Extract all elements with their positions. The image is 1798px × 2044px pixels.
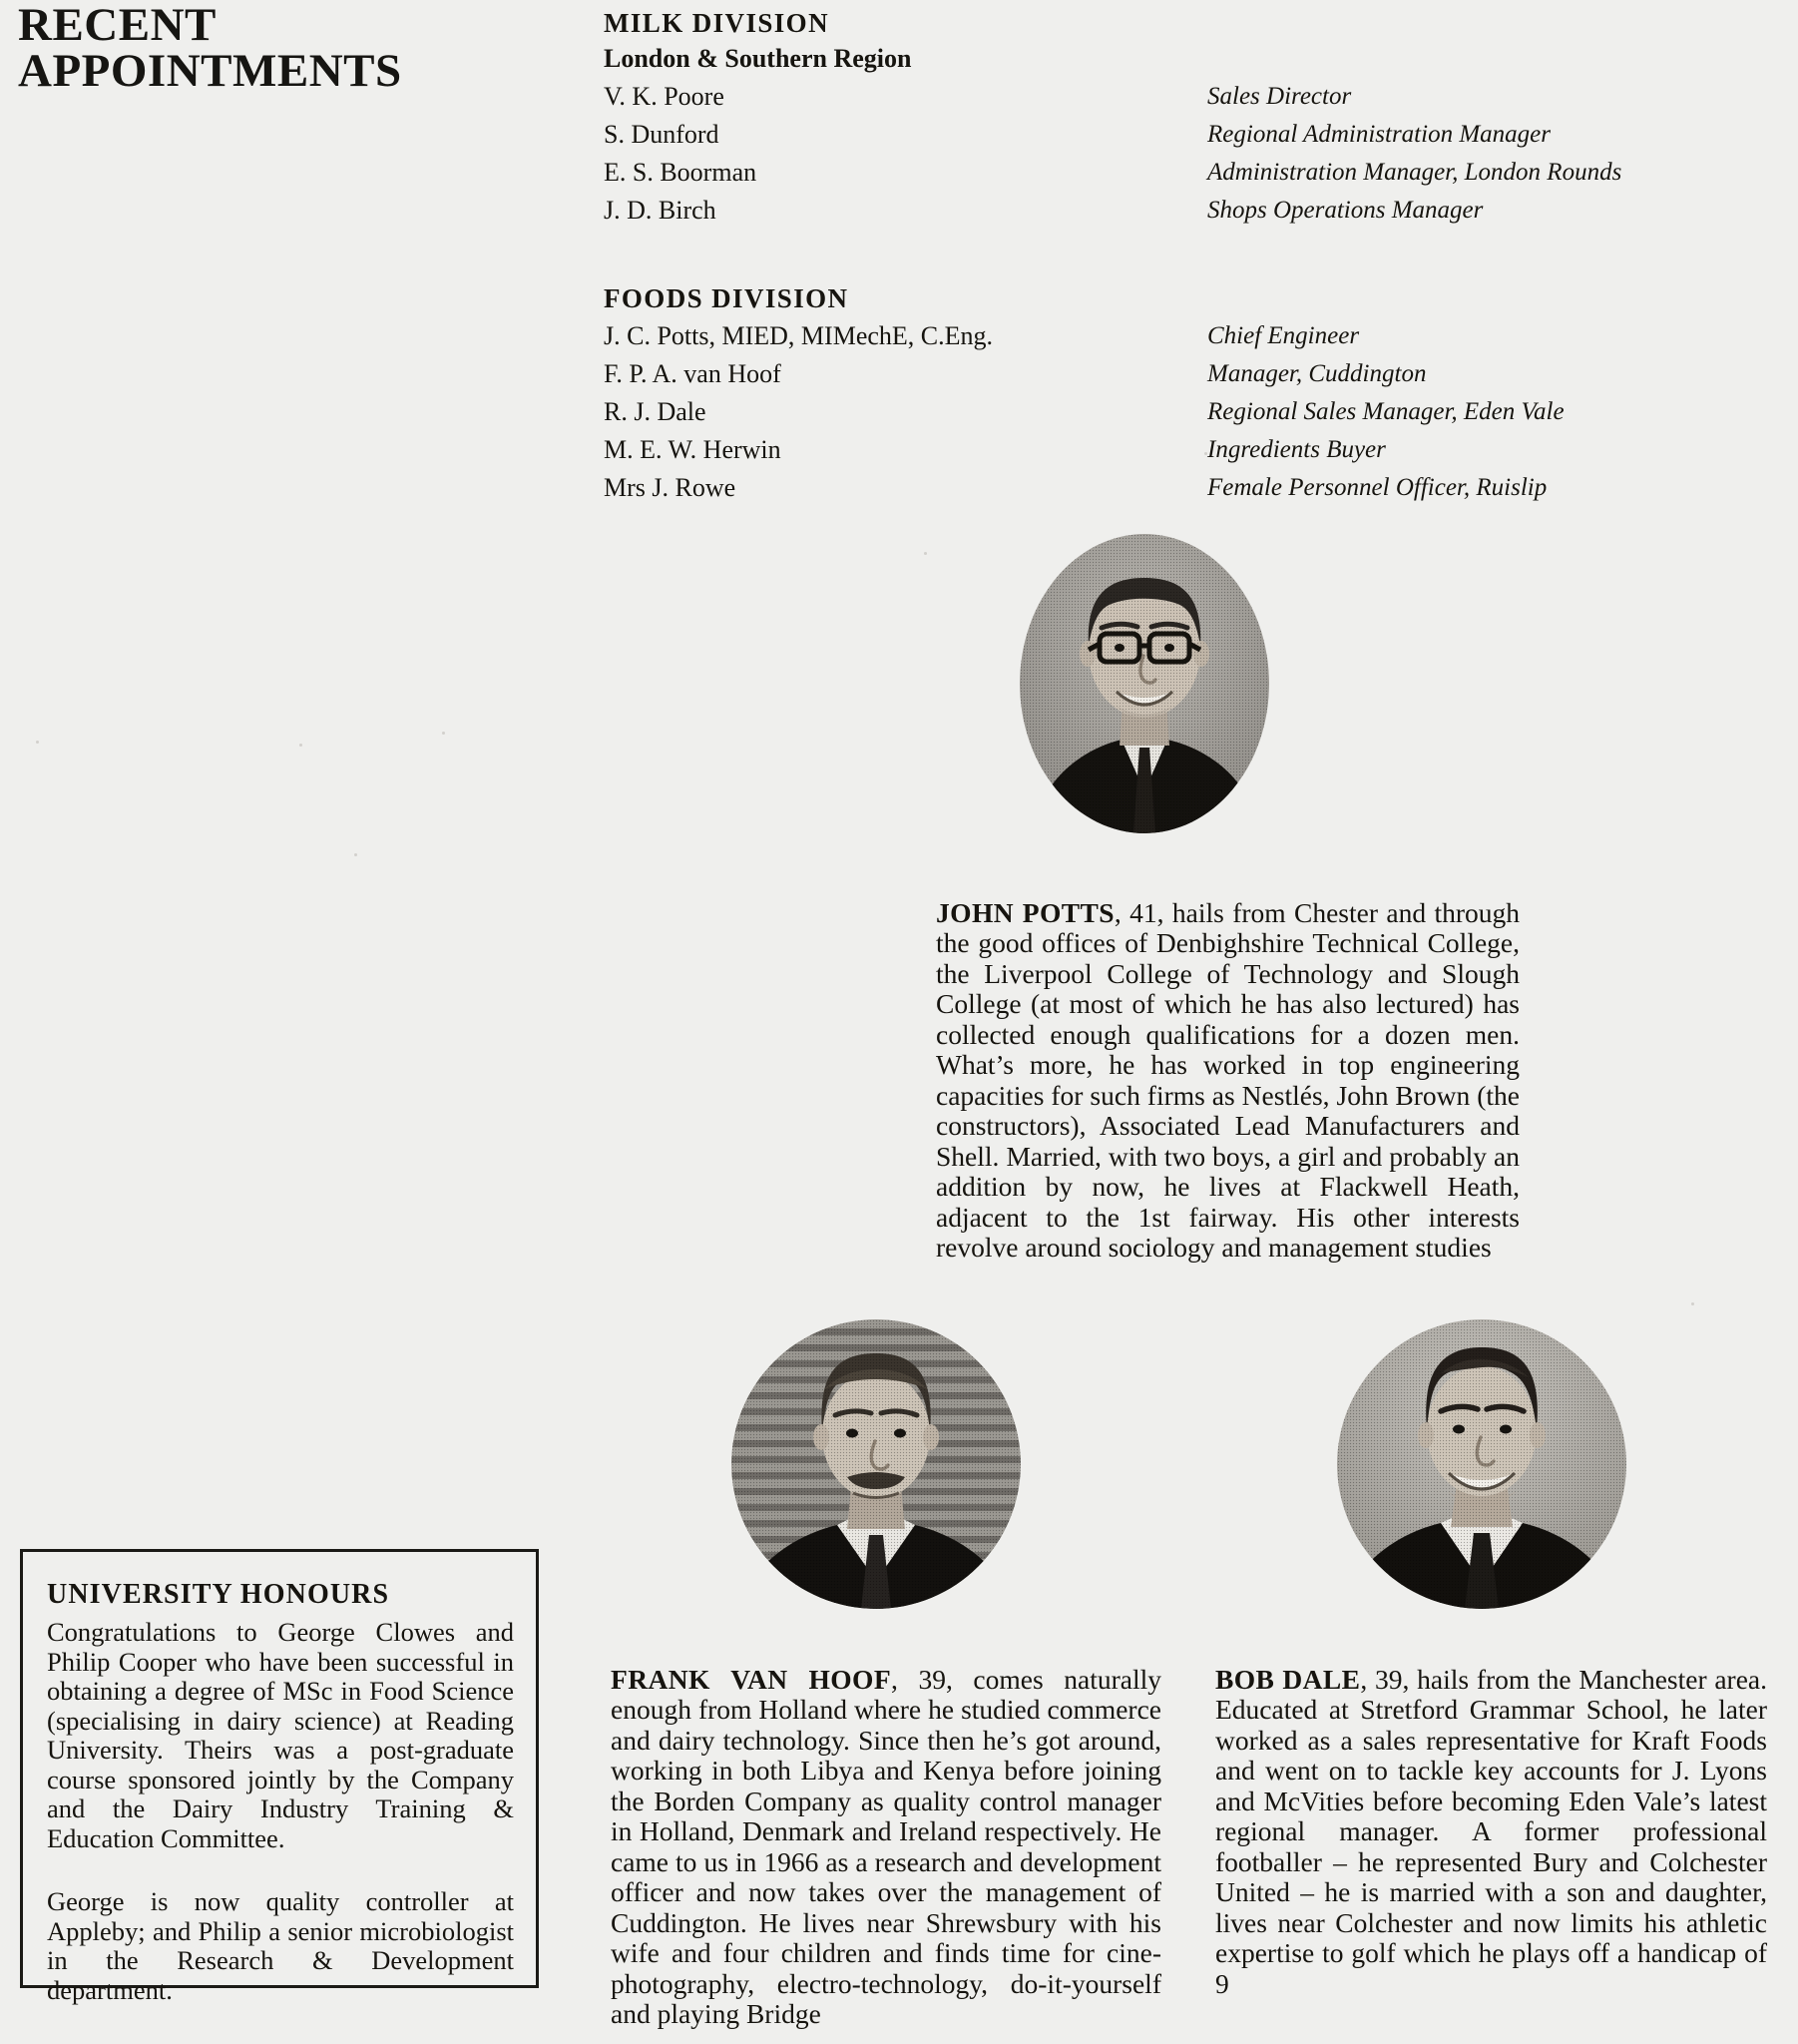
university-honours-paragraph-2: George is now quality controller at Appleby; and Philip a senior microbiologist in the Research & Development department. xyxy=(47,1886,514,2005)
appointment-row xyxy=(604,355,1711,393)
appointment-name: J. C. Potts, MIED, MIMechE, C.Eng. xyxy=(604,321,993,350)
appointment-role: Regional Administration Manager xyxy=(1207,121,1551,148)
paper-speck xyxy=(924,552,927,555)
appointment-row xyxy=(604,154,1711,192)
appointment-role: Regional Sales Manager, Eden Vale xyxy=(1207,398,1565,425)
division-milk-region: London & Southern Region xyxy=(604,44,912,73)
appointment-name: Mrs J. Rowe xyxy=(604,473,736,502)
paper-speck xyxy=(36,741,39,744)
caption-lead-name: BOB DALE xyxy=(1215,1663,1361,1695)
appointment-row xyxy=(604,431,1711,469)
caption-frank-van-hoof xyxy=(611,1665,1161,2030)
paper-speck xyxy=(442,732,445,735)
page-title-line-1: RECENT xyxy=(18,0,217,51)
appointment-name: E. S. Boorman xyxy=(604,158,757,187)
paper-speck xyxy=(1691,1302,1694,1305)
caption-bob-dale xyxy=(1215,1665,1767,2000)
division-foods xyxy=(604,281,1711,507)
page-title-line-2: APPOINTMENTS xyxy=(18,45,402,97)
division-foods-title: FOODS DIVISION xyxy=(604,283,849,313)
appointment-role: Chief Engineer xyxy=(1207,322,1360,349)
appointment-name: J. D. Birch xyxy=(604,196,716,225)
paper-speck xyxy=(354,853,357,856)
caption-john-potts xyxy=(936,898,1520,1264)
appointment-name: M. E. W. Herwin xyxy=(604,435,781,464)
division-milk xyxy=(604,6,1711,230)
appointment-row xyxy=(604,78,1711,116)
portrait-frank-van-hoof xyxy=(731,1319,1021,1609)
caption-lead-name: JOHN POTTS xyxy=(936,896,1115,928)
appointment-row xyxy=(604,393,1711,431)
appointment-role: Manager, Cuddington xyxy=(1207,360,1427,387)
appointment-name: R. J. Dale xyxy=(604,397,706,426)
paper-speck xyxy=(1204,452,1207,455)
appointment-role: Female Personnel Officer, Ruislip xyxy=(1207,474,1548,501)
appointment-role: Sales Director xyxy=(1207,83,1352,110)
caption-lead-name: FRANK VAN HOOF xyxy=(611,1663,892,1695)
appointment-row xyxy=(604,116,1711,154)
appointment-row xyxy=(604,192,1711,230)
appointment-role: Ingredients Buyer xyxy=(1207,436,1386,463)
division-milk-title: MILK DIVISION xyxy=(604,8,829,38)
caption-body: , 41, hails from Chester and through the good offices of Denbighshire Technical College, the Liverpool College of Technology and Slough College (at most of which he has also lectured) has collected enough qualifications for a dozen men. What’s more, he has worked in top engineering capacities for such firms as Nestlés, John Brown (the constructors), Associated Lead Manufacturers and Shell. Married, with two boys, a girl and probably an addition by now, he lives at Flackwell Heath, adjacent to the 1st fairway. His other interests revolve around sociology and management studies xyxy=(936,896,1520,1263)
appointment-name: S. Dunford xyxy=(604,120,719,149)
appointment-role: Administration Manager, London Rounds xyxy=(1207,159,1622,186)
page-title xyxy=(18,0,447,97)
portrait-john-potts xyxy=(1020,534,1269,833)
caption-body: , 39, hails from the Manchester area. Educated at Stretford Grammar School, he later worked as a sales representative for Kraft Foods and went on to tackle key accounts for J. Lyons and McVities before becoming Eden Vale’s latest regional manager. A former professional footballer – he represented Bury and Colchester United – he is married with a son and daughter, lives near Colchester and now limits his athletic expertise to golf which he plays off a handicap of 9 xyxy=(1215,1663,1767,1999)
university-honours-title: UNIVERSITY HONOURS xyxy=(47,1579,390,1610)
paper-speck xyxy=(299,744,302,747)
appointment-row xyxy=(604,317,1711,355)
appointment-name: F. P. A. van Hoof xyxy=(604,359,781,388)
appointment-name: V. K. Poore xyxy=(604,82,724,111)
university-honours-box xyxy=(20,1549,539,2005)
caption-body: , 39, comes naturally enough from Holland where he studied commerce and dairy technology. Since then he’s got around, working in both Libya and Kenya before joining the Borden Company as quality control manager in Holland, Denmark and Ireland respectively. He came to us in 1966 as a research and development officer and now takes over the management of Cuddington. He lives near Shrewsbury with his wife and four children and finds time for cine-photography, electro-technology, do-it-yourself and playing Bridge xyxy=(611,1663,1162,2029)
appointment-row xyxy=(604,469,1711,507)
appointments-list xyxy=(604,6,1711,507)
portrait-bob-dale xyxy=(1337,1319,1626,1609)
division-spacer xyxy=(604,230,1711,281)
university-honours-paragraph-1: Congratulations to George Clowes and Philip Cooper who have been successful in obtaining a degree of MSc in Food Science (specialising in dairy science) at Reading University. Theirs was a post-graduate course sponsored jointly by the Company and the Dairy Industry Training & Education Committee. xyxy=(47,1617,514,1853)
appointment-role: Shops Operations Manager xyxy=(1207,197,1484,224)
